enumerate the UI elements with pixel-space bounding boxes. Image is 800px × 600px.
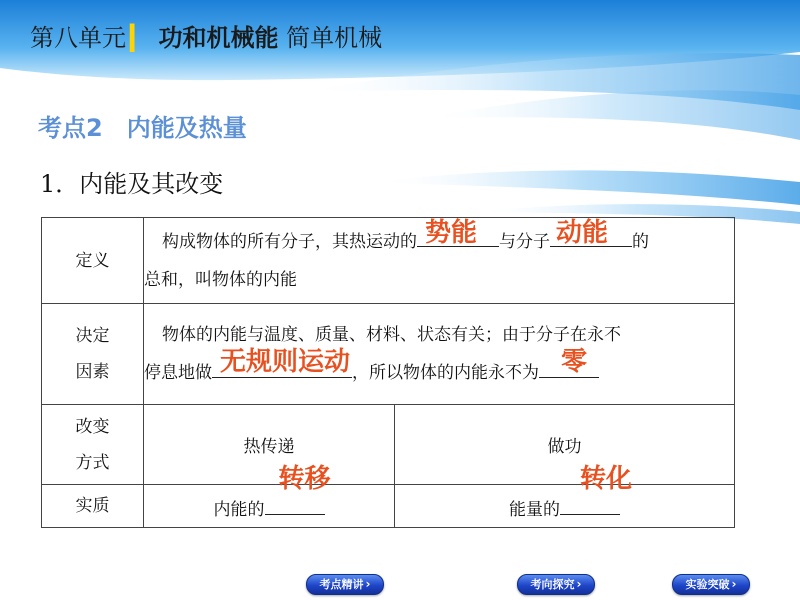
- answer-kinetic-energy: 动能: [556, 217, 609, 248]
- unit-label: 第八单元: [30, 24, 126, 52]
- blank-zero: [539, 347, 599, 378]
- answer-zero: 零: [561, 347, 588, 377]
- nav-button-key-points[interactable]: [306, 574, 384, 595]
- section-title: 考点2 内能及热量: [38, 114, 247, 142]
- header-title: [30, 18, 382, 53]
- nav-button-key-points-label: 考点精讲: [319, 578, 364, 591]
- factors-label-line2: 因素: [75, 362, 110, 382]
- answer-conversion: 转化: [580, 464, 633, 494]
- table-row-definition: [42, 218, 735, 304]
- factors-text-3: ，所以物体的内能永不为: [352, 363, 539, 383]
- nav-button-exam-trends-label: 考向探究: [530, 578, 575, 591]
- row-label-methods: [42, 405, 144, 485]
- factors-cell: [144, 304, 735, 405]
- definition-cell: [144, 218, 735, 304]
- methods-label-line1: 改变: [75, 416, 110, 437]
- table-row-essence: [42, 485, 735, 528]
- essence-text-2: 能量的: [509, 500, 560, 520]
- essence-doing-work: [395, 464, 735, 528]
- nav-button-exam-trends[interactable]: [517, 574, 595, 595]
- row-label-essence: 实质: [42, 485, 144, 528]
- chevron-right-icon: ›: [365, 577, 371, 591]
- row-label-factors: [42, 304, 144, 405]
- nav-button-experiments[interactable]: [672, 574, 750, 595]
- definition-text-3: 的: [632, 231, 649, 252]
- blank-potential-energy: [417, 217, 499, 248]
- method-heat-transfer: 热传递: [144, 405, 395, 485]
- methods-label-line2: 方式: [75, 452, 110, 473]
- nav-button-experiments-label: 实验突破: [685, 578, 730, 591]
- title-separator: ▎: [130, 24, 149, 52]
- factors-text-2: 停息地做: [144, 363, 212, 383]
- answer-random-motion: 无规则运动: [220, 347, 351, 377]
- chevron-right-icon: ›: [576, 577, 582, 591]
- chapter-title-bold: 功和机械能: [158, 24, 279, 52]
- factors-text-1: 物体的内能与温度、质量、材料、状态有关；由于分子在永不: [162, 325, 621, 345]
- table-row-factors: [42, 304, 735, 405]
- chevron-right-icon: ›: [731, 577, 737, 591]
- method-doing-work: 做功: [395, 405, 735, 485]
- subsection-title: 1．内能及其改变: [40, 170, 224, 198]
- essence-heat-transfer: [144, 464, 395, 528]
- blank-transfer: [265, 464, 331, 515]
- answer-potential-energy: 势能: [425, 217, 478, 248]
- internal-energy-table: [41, 217, 735, 528]
- definition-text-1: 构成物体的所有分子，其热运动的: [162, 231, 417, 252]
- answer-transfer: 转移: [278, 464, 331, 494]
- chapter-title-rest: 简单机械: [286, 24, 383, 52]
- blank-random-motion: [212, 347, 352, 378]
- essence-text-1: 内能的: [213, 500, 265, 520]
- definition-text-4: 总和，叫物体的内能: [144, 269, 297, 290]
- definition-text-2: 与分子: [499, 231, 550, 252]
- row-label-definition: 定义: [42, 218, 144, 304]
- factors-label-line1: 决定: [75, 326, 110, 346]
- blank-conversion: [560, 464, 633, 515]
- blank-kinetic-energy: [550, 217, 632, 248]
